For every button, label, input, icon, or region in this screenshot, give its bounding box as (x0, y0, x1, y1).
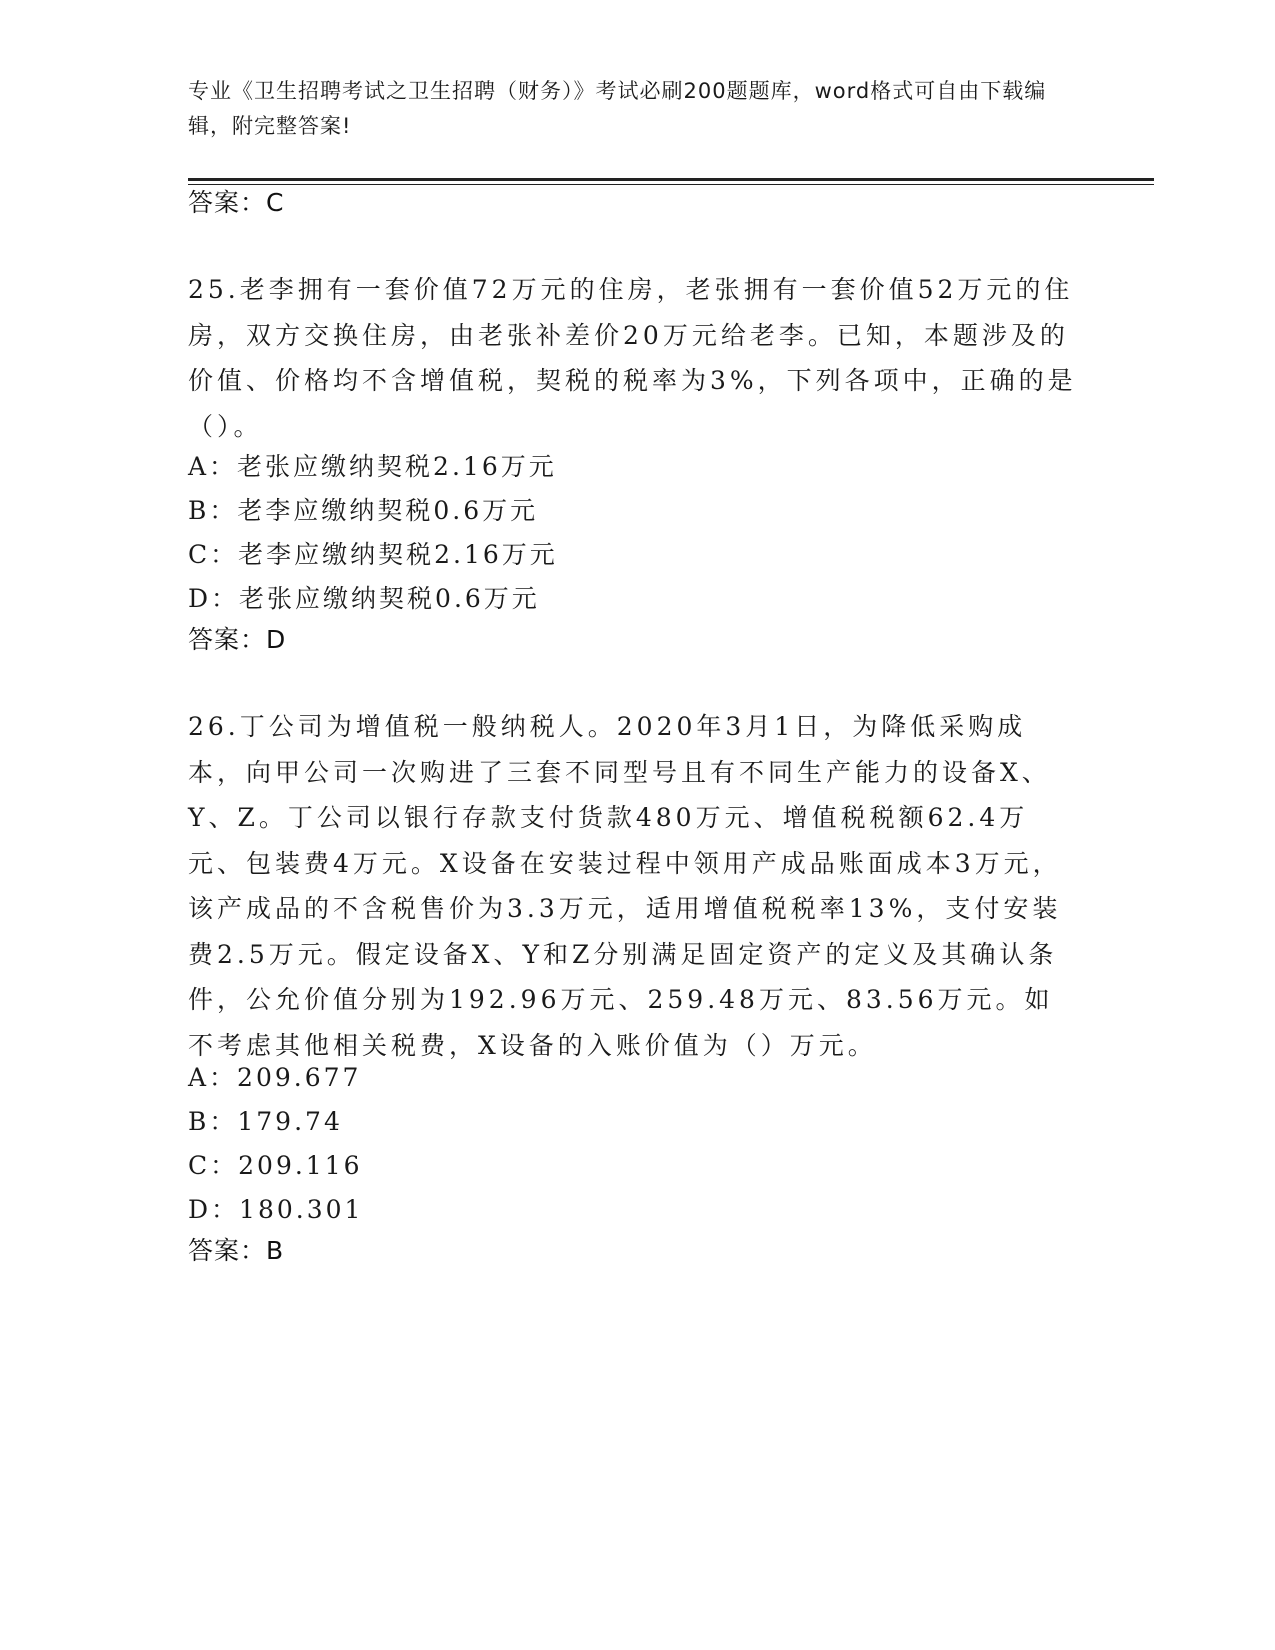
header-divider (188, 178, 1154, 181)
question-25-answer: 答案：D (188, 625, 287, 654)
question-26-answer: 答案：B (188, 1236, 285, 1265)
previous-answer: 答案：C (188, 188, 285, 217)
question-25-option-d: D：老张应缴纳契税0.6万元 (188, 584, 540, 613)
question-26-option-b: B：179.74 (188, 1107, 343, 1136)
question-25-text: 25.老李拥有一套价值72万元的住房，老张拥有一套价值52万元的住房，双方交换住房，由老张补差价20万元给老李。已知，本题涉及的价值、价格均不含增值税，契税的税率为3%，下列各项中，正确的是（）。 (188, 275, 1077, 441)
question-25-option-a: A：老张应缴纳契税2.16万元 (188, 452, 557, 481)
question-25-option-c: C：老李应缴纳契税2.16万元 (188, 540, 558, 569)
question-26-option-d: D：180.301 (188, 1195, 364, 1224)
header-divider-thin (188, 184, 1154, 185)
question-26-option-a: A：209.677 (188, 1063, 362, 1092)
question-26-text: 26.丁公司为增值税一般纳税人。2020年3月1日，为降低采购成本，向甲公司一次购进了三套不同型号且有不同生产能力的设备X、Y、Z。丁公司以银行存款支付货款480万元、增值税税额62.4万元、包装费4万元。X设备在安装过程中领用产成品账面成本3万元，该产成品的不含税售价为3.3万元，适用增值税税率13%，支付安装费2.5万元。假定设备X、Y和Z分别满足固定资产的定义及其确认条件，公允价值分别为192.96万元、259.48万元、83.56万元。如不考虑其他相关税费，X设备的入账价值为（）万元。 (188, 712, 1062, 1060)
page-header: 专业《卫生招聘考试之卫生招聘（财务）》考试必刷200题题库，word格式可自由下载编辑，附完整答案! (188, 79, 1047, 138)
question-25-option-b: B：老李应缴纳契税0.6万元 (188, 496, 539, 525)
question-26-option-c: C：209.116 (188, 1151, 363, 1180)
